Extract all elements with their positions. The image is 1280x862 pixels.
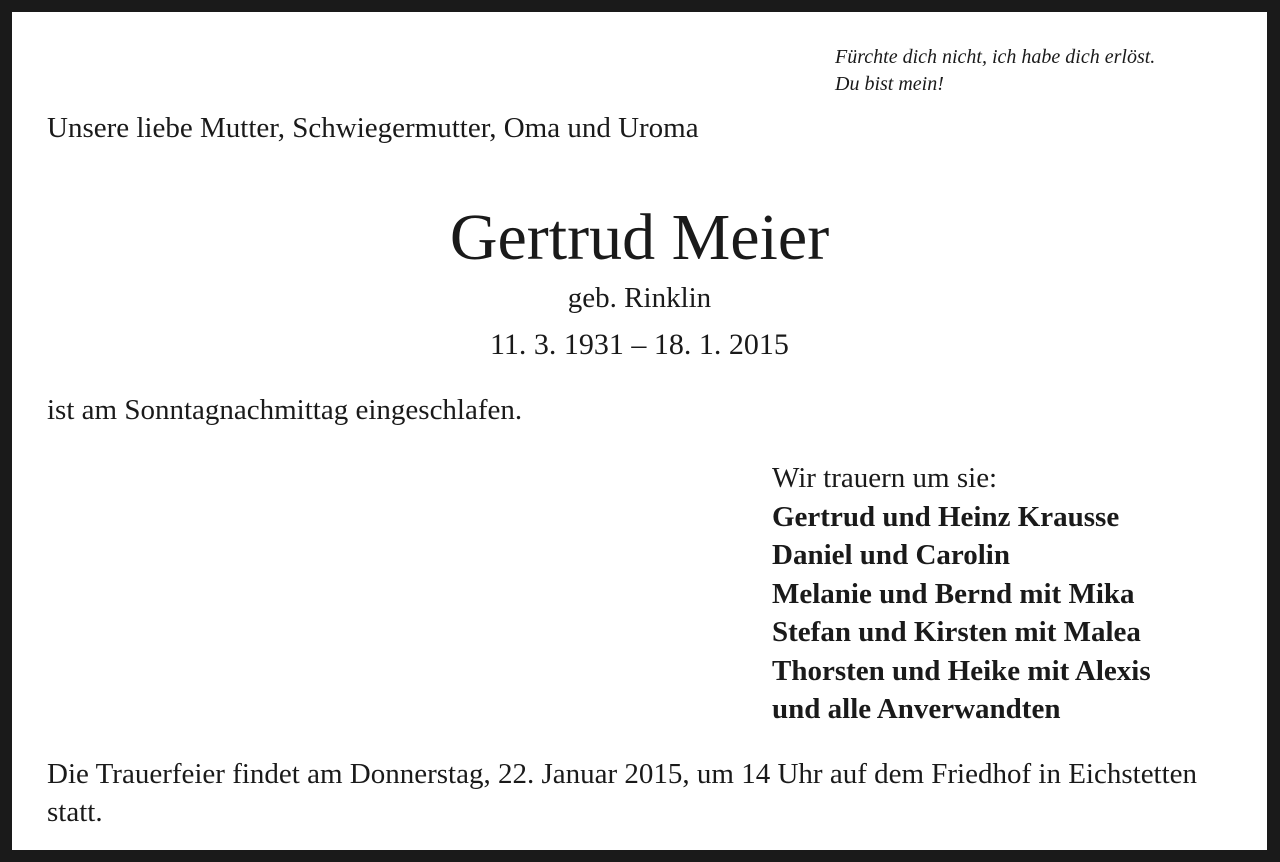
funeral-notice: Die Trauerfeier findet am Donnerstag, 22. Januar 2015, um 14 Uhr auf dem Friedhof in Eichstetten statt. — [47, 758, 1198, 828]
intro-text: Unsere liebe Mutter, Schwiegermutter, Oma und Uroma — [47, 112, 699, 144]
bible-verse-line-1: Fürchte dich nicht, ich habe dich erlöst. — [835, 46, 1156, 68]
obituary-notice — [12, 12, 1267, 850]
passing-text: ist am Sonntagnachmittag eingeschlafen. — [47, 394, 523, 426]
bible-verse-line-2: Du bist mein! — [835, 73, 944, 95]
birth-name: geb. Rinklin — [567, 282, 712, 314]
mourners-heading: Wir trauern um sie: — [772, 462, 998, 494]
life-dates: 11. 3. 1931 – 18. 1. 2015 — [490, 328, 789, 361]
mourners-block — [772, 459, 1151, 729]
mourner-family: Daniel und Carolin — [772, 539, 1010, 571]
mourner-family: Melanie und Bernd mit Mika — [772, 577, 1135, 610]
mourner-family: und alle Anverwandten — [772, 693, 1061, 725]
deceased-name: Gertrud Meier — [449, 201, 830, 274]
mourner-family: Stefan und Kirsten mit Malea — [772, 616, 1141, 648]
bible-verse — [835, 44, 1155, 98]
mourner-family: Thorsten und Heike mit Alexis — [772, 654, 1151, 687]
mourner-family: Gertrud und Heinz Krausse — [772, 500, 1120, 533]
